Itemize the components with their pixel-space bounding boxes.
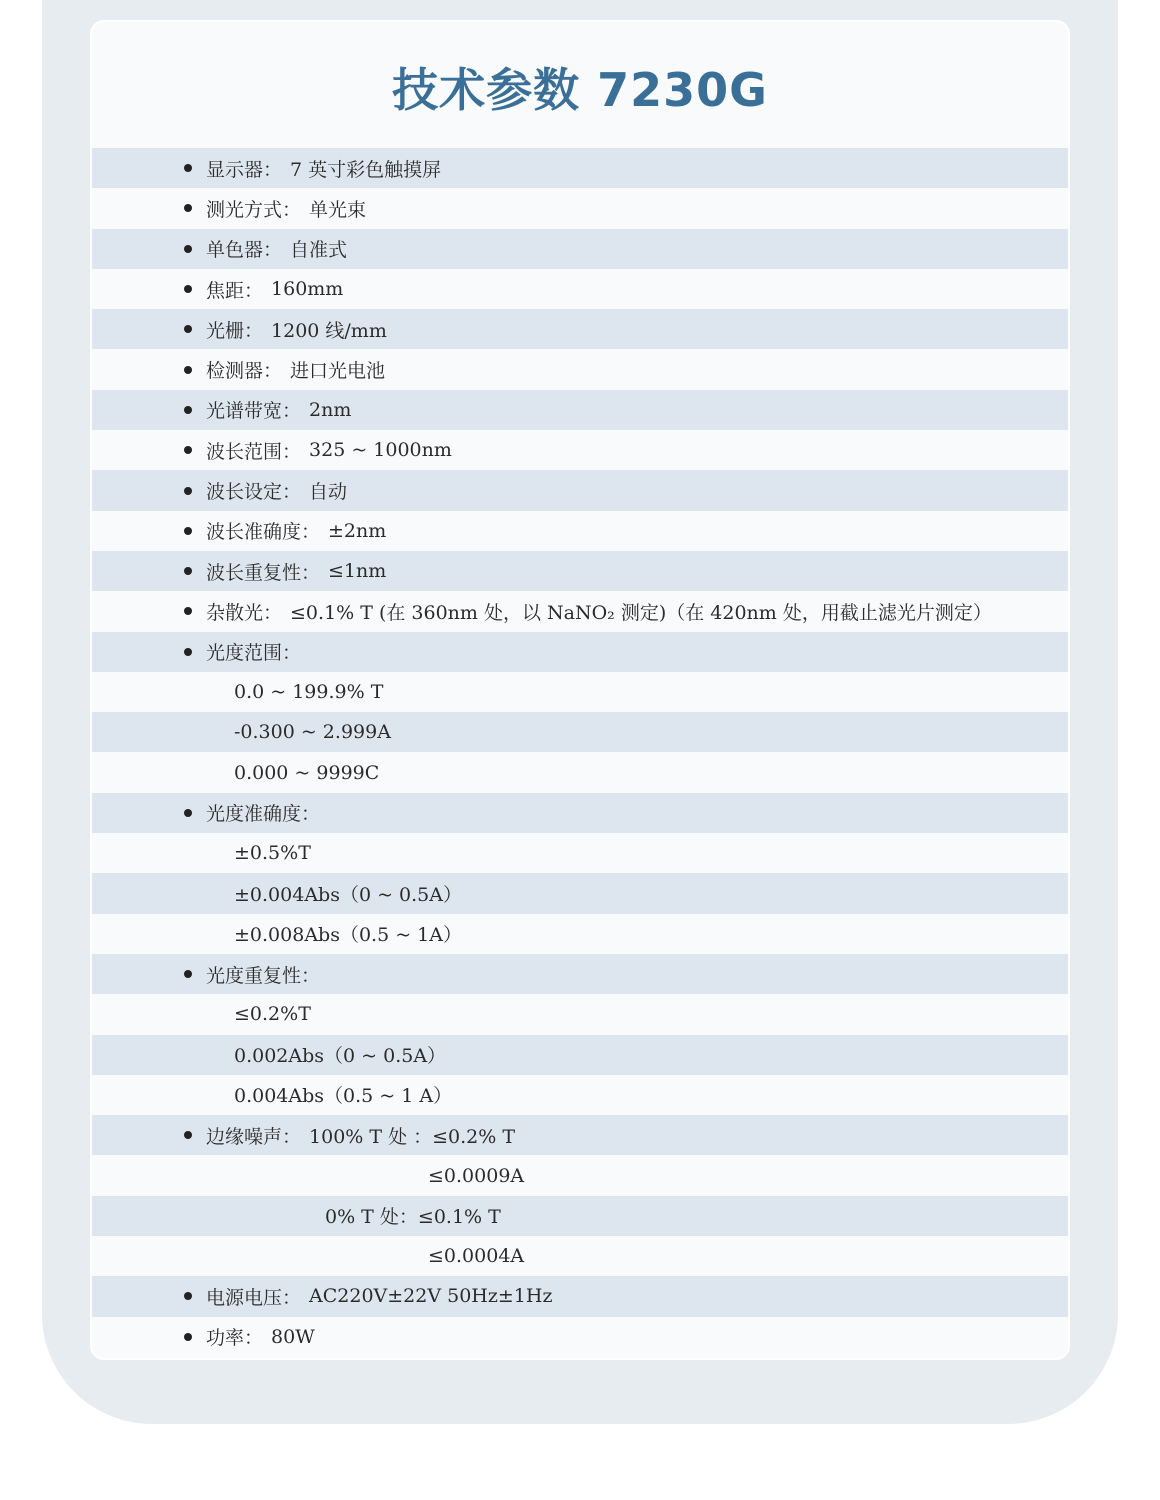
spec-subrow: 0.000 ~ 9999C — [92, 752, 1068, 792]
spec-row-grating — [92, 309, 1068, 349]
bullet-icon — [184, 1333, 192, 1341]
spec-value: 自准式 — [290, 239, 348, 262]
spec-label: 波长重复性： — [206, 561, 321, 584]
spec-label: 电源电压： — [206, 1286, 302, 1309]
bullet-icon — [184, 1131, 192, 1139]
spec-label: 边缘噪声： — [206, 1125, 302, 1148]
spec-row-focal — [92, 269, 1068, 309]
bullet-icon — [184, 527, 192, 535]
spec-row-power — [92, 1317, 1068, 1357]
bullet-icon — [184, 245, 192, 253]
spec-value: ≤1nm — [328, 560, 387, 583]
spec-row-detector — [92, 349, 1068, 389]
spec-label: 光谱带宽： — [206, 400, 302, 423]
spec-value: 160mm — [271, 278, 344, 301]
spec-subrow: ≤0.0004A — [92, 1236, 1068, 1276]
bullet-icon — [184, 285, 192, 293]
spec-value: 单光束 — [309, 198, 367, 221]
bullet-icon — [184, 164, 192, 172]
spec-label: 光栅： — [206, 319, 264, 342]
spec-subrow: 0.004Abs（0.5 ~ 1 A） — [92, 1075, 1068, 1115]
spec-label: 波长准确度： — [206, 521, 321, 544]
spec-row-photometric-repeatability — [92, 954, 1068, 994]
spec-label: 单色器： — [206, 239, 283, 262]
spec-label: 光度重复性： — [206, 964, 321, 987]
spec-row-bandwidth — [92, 390, 1068, 430]
spec-value: 2nm — [309, 398, 352, 421]
spec-value: 325 ~ 1000nm — [309, 439, 452, 462]
spec-list — [92, 148, 1068, 1357]
page-title: 技术参数 7230G — [392, 63, 768, 117]
spec-value: ≤0.1% T (在 360nm 处，以 NaNO₂ 测定)（在 420nm 处，用截止滤光片测定） — [290, 601, 992, 624]
spec-row-metering — [92, 188, 1068, 228]
bullet-icon — [184, 366, 192, 374]
spec-subrow: ≤0.0009A — [92, 1155, 1068, 1195]
spec-row-wavelength-accuracy — [92, 511, 1068, 551]
spec-label: 杂散光： — [206, 601, 283, 624]
spec-subrow: ≤0.2%T — [92, 994, 1068, 1034]
spec-value: AC220V±22V 50Hz±1Hz — [309, 1285, 553, 1308]
bullet-icon — [184, 809, 192, 817]
bullet-icon — [184, 1292, 192, 1300]
spec-label: 波长设定： — [206, 481, 302, 504]
bullet-icon — [184, 446, 192, 454]
spec-row-edge-noise — [92, 1115, 1068, 1155]
spec-value: 进口光电池 — [290, 360, 386, 383]
title-area — [92, 22, 1068, 148]
bullet-icon — [184, 648, 192, 656]
spec-subrow: ±0.5%T — [92, 833, 1068, 873]
spec-label: 功率： — [206, 1327, 264, 1350]
spec-subrow: ±0.004Abs（0 ~ 0.5A） — [92, 873, 1068, 913]
spec-subrow: 0% T 处：≤0.1% T — [92, 1196, 1068, 1236]
spec-label: 波长范围： — [206, 440, 302, 463]
spec-label: 光度准确度： — [206, 803, 321, 826]
bullet-icon — [184, 204, 192, 212]
spec-row-power-supply — [92, 1276, 1068, 1316]
spec-subrow: 0.002Abs（0 ~ 0.5A） — [92, 1035, 1068, 1075]
spec-card — [90, 20, 1070, 1360]
spec-label: 显示器： — [206, 158, 283, 181]
spec-label: 测光方式： — [206, 198, 302, 221]
spec-row-photometric-range — [92, 632, 1068, 672]
spec-subrow: 0.0 ~ 199.9% T — [92, 672, 1068, 712]
bullet-icon — [184, 970, 192, 978]
spec-row-wavelength-range — [92, 430, 1068, 470]
spec-value: ±2nm — [328, 519, 387, 542]
spec-label: 光度范围： — [206, 642, 302, 665]
bullet-icon — [184, 567, 192, 575]
spec-label: 焦距： — [206, 279, 264, 302]
spec-value: 100% T 处 ：≤0.2% T — [309, 1125, 516, 1148]
bullet-icon — [184, 607, 192, 615]
spec-row-photometric-accuracy — [92, 793, 1068, 833]
spec-row-wavelength-repeatability — [92, 551, 1068, 591]
bullet-icon — [184, 487, 192, 495]
spec-row-display — [92, 148, 1068, 188]
spec-label: 检测器： — [206, 360, 283, 383]
spec-row-monochromator — [92, 229, 1068, 269]
bullet-icon — [184, 406, 192, 414]
spec-value: 80W — [271, 1325, 315, 1348]
spec-value: 自动 — [309, 481, 348, 504]
spec-row-wavelength-setting — [92, 470, 1068, 510]
spec-value: 7 英寸彩色触摸屏 — [290, 158, 442, 181]
spec-subrow: -0.300 ~ 2.999A — [92, 712, 1068, 752]
spec-subrow: ±0.008Abs（0.5 ~ 1A） — [92, 914, 1068, 954]
spec-value: 1200 线/mm — [271, 319, 387, 342]
spec-row-stray-light — [92, 591, 1068, 631]
bullet-icon — [184, 325, 192, 333]
